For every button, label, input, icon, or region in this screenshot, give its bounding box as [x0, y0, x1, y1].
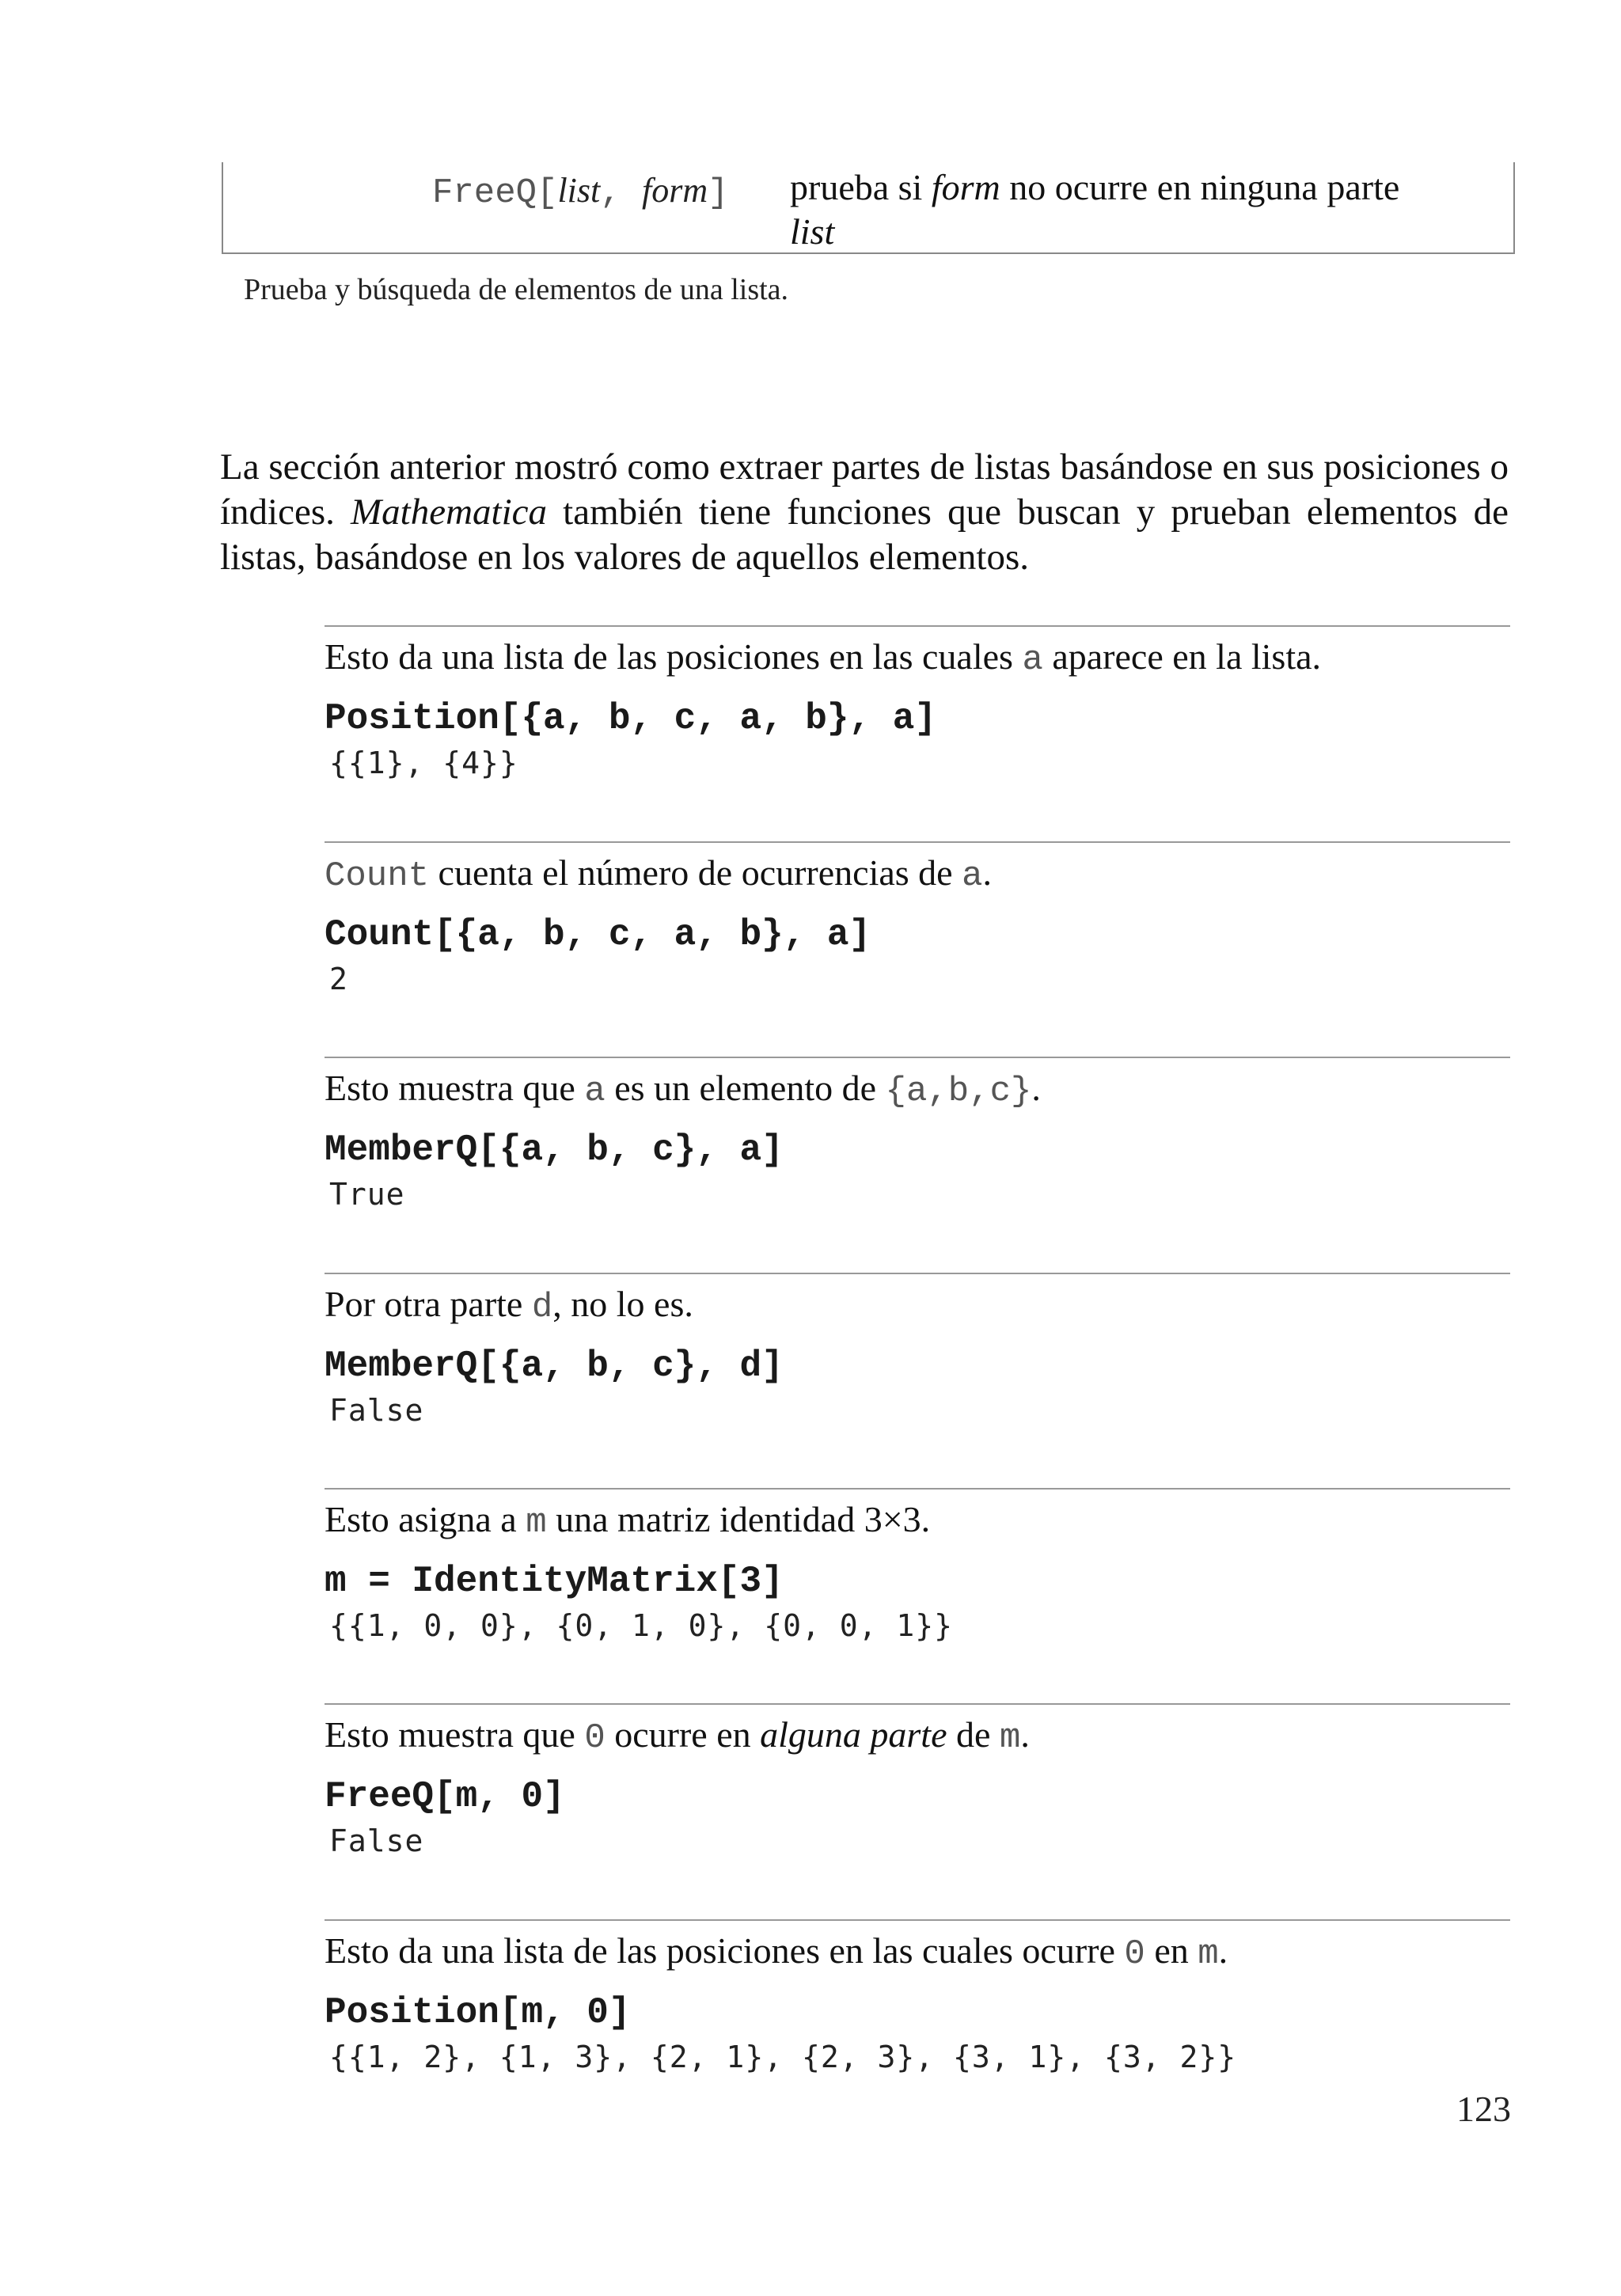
- close-bracket: ]: [708, 173, 729, 213]
- para-italic: Mathematica: [351, 491, 548, 533]
- table-function-signature: [432, 170, 729, 213]
- example-description: [325, 1929, 1510, 1976]
- table-function-description: [790, 165, 1471, 254]
- desc-code: d: [531, 1288, 553, 1327]
- desc-part1: prueba si: [790, 167, 932, 207]
- desc-code: 0: [1124, 1934, 1145, 1974]
- open-bracket: [: [537, 173, 558, 213]
- desc-text: Por otra parte: [325, 1284, 532, 1324]
- desc-text: Esto asigna a: [325, 1499, 526, 1539]
- desc-code: m: [1198, 1934, 1219, 1974]
- desc-text: .: [1218, 1930, 1228, 1971]
- desc-code: a: [962, 856, 983, 896]
- desc-text: , no lo es.: [552, 1284, 693, 1324]
- desc-italic: alguna parte: [760, 1714, 947, 1755]
- desc-code: 0: [584, 1718, 606, 1758]
- arg-list: list: [557, 171, 601, 210]
- example-identity-matrix: [325, 1488, 1510, 1643]
- example-description: [325, 851, 1510, 898]
- output-cell: 2: [329, 962, 348, 996]
- output-cell: {{1, 0, 0}, {0, 1, 0}, {0, 0, 1}}: [329, 1608, 953, 1643]
- para-part1: La sección anterior mostró como extraer partes de listas basándose en sus posiciones o índices.: [220, 446, 1509, 533]
- desc-form: form: [931, 167, 1000, 207]
- example-memberq-false: [325, 1273, 1510, 1428]
- example-freeq: [325, 1703, 1510, 1858]
- desc-text: una matriz identidad 3×3.: [546, 1499, 931, 1539]
- example-description: [325, 1066, 1510, 1114]
- desc-code: m: [999, 1718, 1021, 1758]
- input-cell[interactable]: MemberQ[{a, b, c}, d]: [325, 1345, 784, 1387]
- desc-code: m: [526, 1503, 547, 1543]
- desc-text: .: [982, 852, 993, 893]
- input-cell[interactable]: m = IdentityMatrix[3]: [325, 1561, 784, 1602]
- desc-text: .: [1031, 1068, 1041, 1108]
- function-name: FreeQ: [432, 173, 537, 213]
- intro-paragraph: [220, 445, 1509, 580]
- desc-text: de: [947, 1714, 1000, 1755]
- desc-part2: no ocurre en ninguna parte: [1000, 167, 1400, 207]
- desc-code: a: [1022, 640, 1043, 680]
- function-table: [222, 162, 1515, 254]
- arg-form: form: [642, 171, 708, 210]
- input-cell[interactable]: Count[{a, b, c, a, b}, a]: [325, 914, 871, 955]
- desc-list: list: [790, 211, 835, 252]
- para-part2: también tiene funciones que buscan y prueban elementos de listas, basándose en los valores de aquellos elementos.: [220, 491, 1509, 578]
- output-cell: False: [329, 1824, 424, 1858]
- desc-text: Esto muestra que: [325, 1714, 585, 1755]
- table-caption: Prueba y búsqueda de elementos de una lista.: [244, 273, 789, 306]
- desc-text: ocurre en: [605, 1714, 761, 1755]
- input-cell[interactable]: Position[{a, b, c, a, b}, a]: [325, 698, 936, 739]
- output-cell: {{1, 2}, {1, 3}, {2, 1}, {2, 3}, {3, 1}, {3, 2}}: [329, 2040, 1237, 2074]
- desc-text: Esto da una lista de las posiciones en las cuales: [325, 636, 1023, 677]
- desc-text: .: [1020, 1714, 1030, 1755]
- desc-code: a: [584, 1072, 606, 1111]
- page-number: 123: [1456, 2089, 1511, 2129]
- desc-code: {a,b,c}: [885, 1072, 1032, 1111]
- desc-text: Esto da una lista de las posiciones en las cuales ocurre: [325, 1930, 1125, 1971]
- input-cell[interactable]: FreeQ[m, 0]: [325, 1776, 565, 1817]
- desc-text: cuenta el número de ocurrencias de: [429, 852, 962, 893]
- output-cell: False: [329, 1393, 424, 1428]
- desc-code: Count: [325, 856, 430, 896]
- example-description: [325, 635, 1510, 682]
- desc-text: en: [1145, 1930, 1198, 1971]
- desc-text: Esto muestra que: [325, 1068, 585, 1108]
- example-count: [325, 841, 1510, 996]
- desc-text: es un elemento de: [605, 1068, 886, 1108]
- example-position: [325, 625, 1510, 780]
- output-cell: True: [329, 1177, 405, 1212]
- arg-comma: ,: [600, 173, 643, 213]
- desc-text: aparece en la lista.: [1042, 636, 1322, 677]
- input-cell[interactable]: Position[m, 0]: [325, 1992, 631, 2033]
- example-position-matrix: [325, 1919, 1510, 2074]
- example-description: [325, 1713, 1510, 1760]
- example-description: [325, 1282, 1510, 1330]
- output-cell: {{1}, {4}}: [329, 746, 518, 780]
- example-memberq-true: [325, 1057, 1510, 1212]
- example-description: [325, 1497, 1510, 1545]
- input-cell[interactable]: MemberQ[{a, b, c}, a]: [325, 1129, 784, 1171]
